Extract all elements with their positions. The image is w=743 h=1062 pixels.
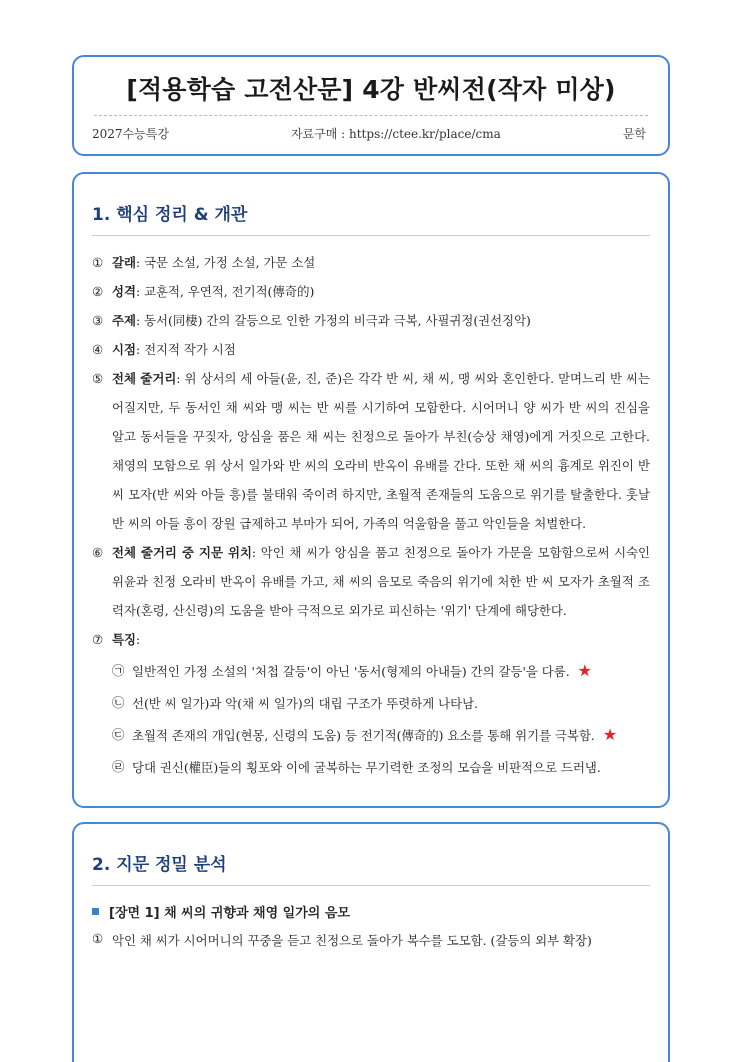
summary-list	[92, 248, 650, 782]
section-title: 2. 지문 정밀 분석	[92, 855, 227, 875]
scene-title: [장면 1] 채 씨의 귀향과 채영 일가의 음모	[109, 906, 350, 921]
item-number: ①	[92, 255, 104, 270]
item-text: :	[135, 632, 141, 647]
feature-number: ㉣	[112, 759, 125, 774]
page-title: [적용학습 고전산문] 4강 반씨전(작자 미상)	[126, 75, 616, 104]
item-text: : 위 상서의 세 아들(윤, 진, 준)은 각각 반 씨, 채 씨, 맹 씨와 혼인한다. 맏며느리 반 씨는 어질지만, 두 동서인 채 씨와 맹 씨는 반 씨를 시기하여 모함한다. 시어머니 양 씨가 반 씨의 진심을 알고 동서들을 꾸짖자, 앙심을 품은 채 씨는 친정으로 돌아가 부친(승상 채영)에게 거짓으로 고한다. 채영의 모함으로 위 상서 일가와 반 씨의 오라비 반옥이 유배를 간다. 또한 채 씨의 흉계로 위진이 반 씨 모자(반 씨와 아들 흥)를 불태워 죽이려 하지만, 초월적 존재들의 도움으로 위기를 탈출한다. 훗날 반 씨의 아들 흥이 장원 급제하고 부마가 되어, 가족의 억울함을 풀고 악인들을 처벌한다.	[112, 371, 650, 531]
feature-item	[112, 688, 650, 718]
scene-item	[92, 931, 650, 949]
item-text: : 악인 채 씨가 앙심을 품고 친정으로 돌아가 가문을 모함함으로써 시숙인 위윤과 친정 오라비 반옥이 유배를 가고, 채 씨의 음모로 죽음의 위기에 처한 반 씨 모자가 초월적 조력자(혼령, 산신령)의 도움을 받아 극적으로 외가로 피신하는 '위기' 단계에 해당한다.	[112, 545, 651, 618]
feature-number: ㉢	[112, 727, 125, 742]
item-text: : 국문 소설, 가정 소설, 가문 소설	[135, 255, 316, 270]
list-item	[92, 306, 650, 335]
list-item	[92, 625, 650, 654]
item-text: : 교훈적, 우연적, 전기적(傳奇的)	[135, 284, 315, 299]
feature-text: 당대 권신(權臣)들의 횡포와 이에 굴복하는 무기력한 조정의 모습을 비판적으로 드러냄.	[132, 760, 601, 775]
section-divider	[92, 235, 650, 236]
item-text: 악인 채 씨가 시어머니의 꾸중을 듣고 친정으로 돌아가 복수를 도모함. (갈등의 외부 확장)	[112, 933, 592, 948]
section-divider	[92, 885, 650, 886]
item-label: 갈래	[112, 255, 136, 270]
scene-heading	[92, 902, 650, 921]
feature-text: 선(반 씨 일가)과 악(채 씨 일가)의 대립 구조가 뚜렷하게 나타남.	[132, 696, 478, 711]
list-item	[92, 538, 650, 625]
meta-row	[92, 125, 646, 142]
feature-item	[112, 752, 650, 782]
section-title: 1. 핵심 정리 & 개관	[92, 205, 248, 225]
item-number: ④	[92, 342, 104, 357]
item-label: 전체 줄거리 중 지문 위치	[112, 545, 252, 560]
feature-number: ㉠	[112, 663, 125, 678]
item-label: 시점	[112, 342, 136, 357]
title-divider	[94, 115, 648, 116]
item-number: ⑤	[92, 371, 104, 386]
list-item	[92, 277, 650, 306]
item-label: 주제	[112, 313, 136, 328]
list-item	[92, 248, 650, 277]
feature-item	[112, 720, 650, 750]
item-number: ③	[92, 313, 104, 328]
star-icon: ★	[602, 725, 618, 744]
section-summary	[72, 172, 670, 808]
star-icon: ★	[577, 661, 593, 680]
feature-number: ㉡	[112, 695, 125, 710]
square-bullet-icon	[92, 908, 99, 915]
list-item	[92, 364, 650, 538]
item-number: ⑥	[92, 545, 104, 560]
feature-text: 일반적인 가정 소설의 '처첩 갈등'이 아닌 '동서(형제의 아내들) 간의 갈등'을 다룸.	[132, 664, 570, 679]
course-label: 2027수능특강	[92, 127, 169, 141]
section-analysis	[72, 822, 670, 1062]
item-number: ⑦	[92, 632, 104, 647]
resource-link[interactable]: 자료구매 : https://ctee.kr/place/cma	[290, 127, 501, 141]
feature-item	[112, 656, 650, 686]
subject-label: 문학	[622, 127, 646, 141]
item-number: ②	[92, 284, 104, 299]
item-number: ①	[92, 931, 104, 946]
header-box	[72, 55, 670, 156]
feature-text: 초월적 존재의 개입(현몽, 신령의 도움) 등 전기적(傳奇的) 요소를 통해 위기를 극복함.	[132, 728, 595, 743]
item-label: 특징	[112, 632, 136, 647]
item-text: : 동서(同棲) 간의 갈등으로 인한 가정의 비극과 극복, 사필귀정(권선징악)	[135, 313, 531, 328]
list-item	[92, 335, 650, 364]
item-label: 전체 줄거리	[112, 371, 177, 386]
item-label: 성격	[112, 284, 136, 299]
item-text: : 전지적 작가 시점	[135, 342, 236, 357]
